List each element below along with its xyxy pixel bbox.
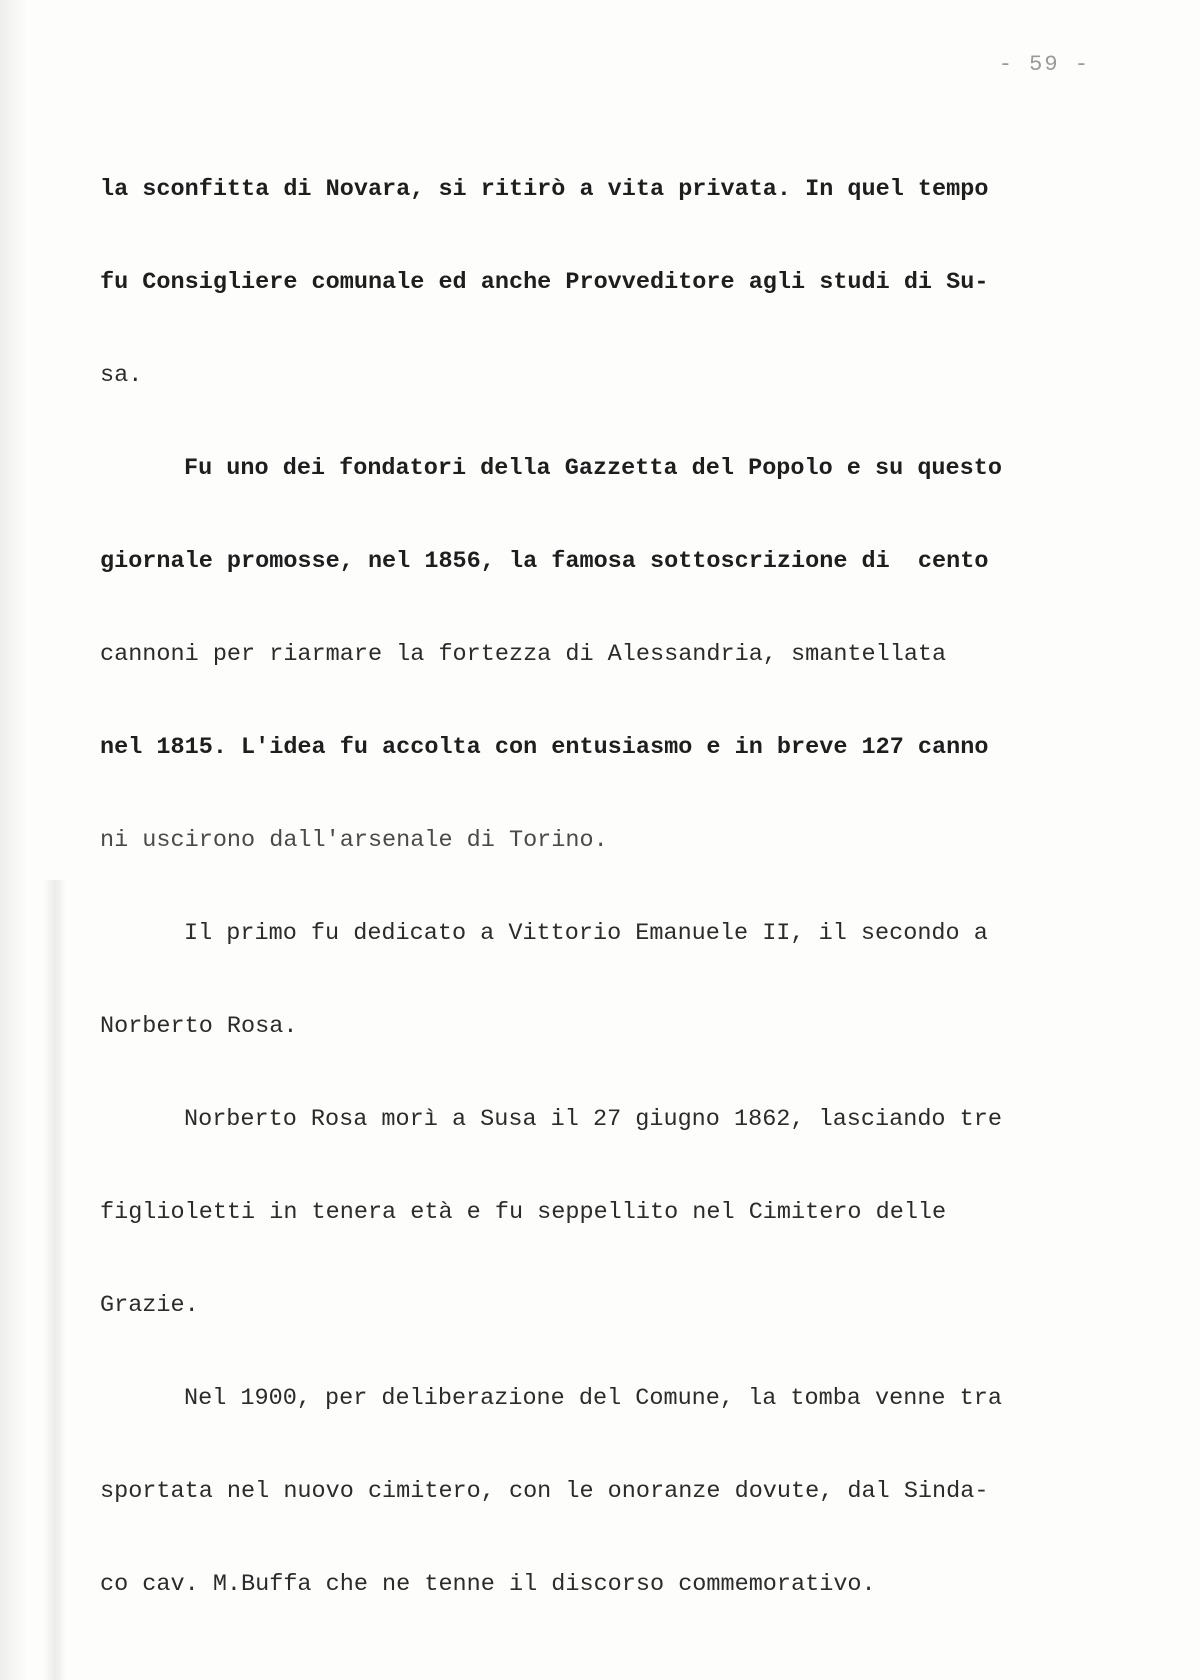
text-line: Norberto Rosa morì a Susa il 27 giugno 1862, lasciando tre	[184, 1106, 1002, 1133]
text-line: la sconfitta di Novara, si ritirò a vita privata. In quel tempo	[100, 176, 989, 203]
text-line: ni uscirono dall'arsenale di Torino.	[100, 827, 608, 854]
text-line: figlioletti in tenera età e fu seppellito nel Cimitero delle	[100, 1199, 947, 1226]
text-line: co cav. M.Buffa che ne tenne il discorso commemorativo.	[100, 1571, 876, 1598]
text-line: sa.	[100, 362, 143, 389]
body-text	[100, 112, 1110, 1662]
text-line: cannoni per riarmare la fortezza di Alessandria, smantellata	[100, 641, 947, 668]
text-line: fu Consigliere comunale ed anche Provveditore agli studi di Su-	[100, 269, 989, 296]
text-line: Norberto Rosa.	[100, 1013, 298, 1040]
scan-streak	[44, 880, 66, 1680]
text-line: sportata nel nuovo cimitero, con le onoranze dovute, dal Sinda-	[100, 1478, 989, 1505]
scan-edge-shadow	[0, 0, 28, 1680]
page-number: - 59 -	[998, 52, 1090, 77]
text-line: Grazie.	[100, 1292, 199, 1319]
text-line: giornale promosse, nel 1856, la famosa sottoscrizione di cento	[100, 548, 989, 575]
text-line: Il primo fu dedicato a Vittorio Emanuele II, il secondo a	[184, 920, 988, 947]
text-line: Fu uno dei fondatori della Gazzetta del Popolo e su questo	[184, 455, 1002, 482]
text-line: Nel 1900, per deliberazione del Comune, la tomba venne tra	[184, 1385, 1002, 1412]
text-line: nel 1815. L'idea fu accolta con entusiasmo e in breve 127 canno	[100, 734, 989, 761]
